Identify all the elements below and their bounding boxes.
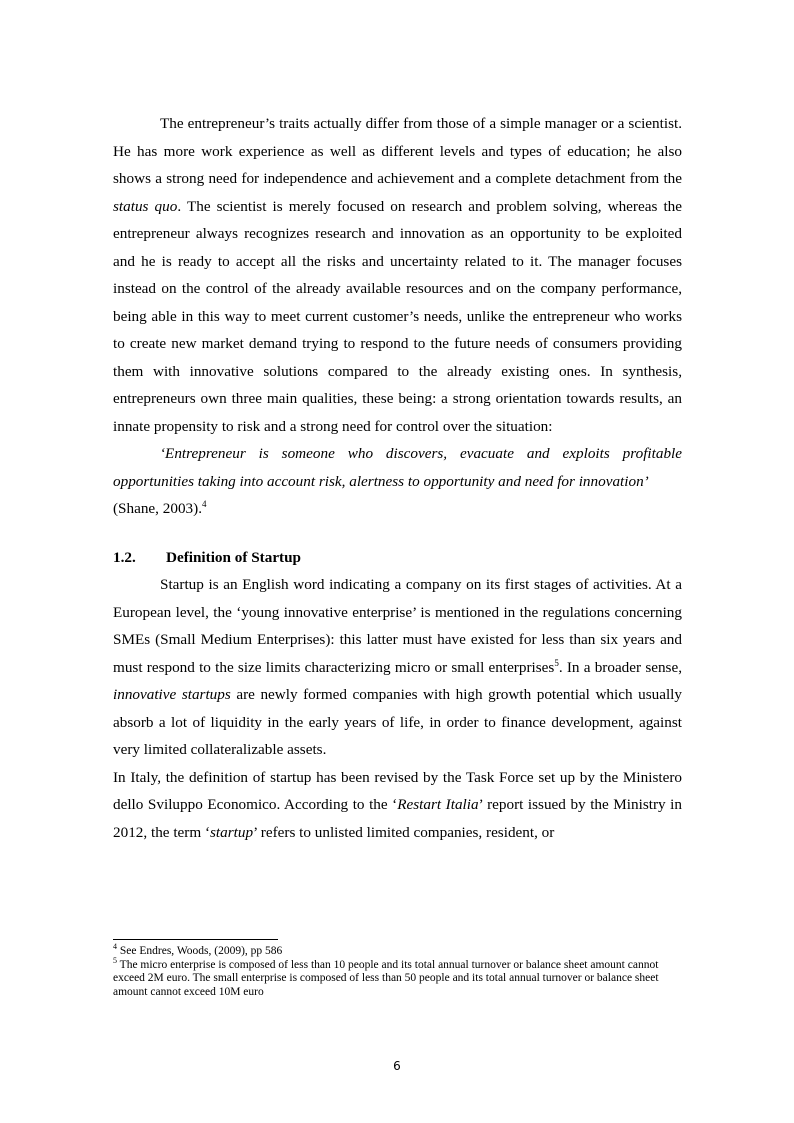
paragraph-startup-definition: Startup is an English word indicating a company on its first stages of activities. At a European level, the ‘young innovative enterprise’ is mentioned in the regulations concerning SMEs (Small Medium Enterprises): this latter must have existed for less than six years and must respond to the size limits characterizing micro or small enterprises$^5$. In a broader sense, innovative startups are newly formed companies with high growth potential which usually absorb a lot of liquidity in the early years of life, in order to finance development, against very limited collateralizable assets. [113, 576, 683, 758]
section-title: Definition of Startup [166, 548, 302, 566]
footnotes [113, 939, 682, 999]
paragraph-entrepreneur-traits: The entrepreneur’s traits actually differ from those of a simple manager or a scientist. He has more work experience as well as different levels and types of education; he also shows a strong need for independence and achievement and a complete detachment from the status quo. The scientist is merely focused on research and problem solving, whereas the entrepreneur always recognizes research and innovation as an opportunity to be exploited and he is ready to accept all the risks and uncertainty related to it. The manager focuses instead on the control of the already available resources and on the company performance, being able in this way to meet current customer’s needs, unlike the entrepreneur who works to create new market demand trying to respond to the future needs of consumers providing them with innovative solutions compared to the already existing ones. In synthesis, entrepreneurs own three main qualities, these being: a strong orientation towards results, an innate propensity to risk and a strong need for control over the situation: [113, 115, 682, 435]
entrepreneur-quote: ‘Entrepreneur is someone who discovers, evacuate and exploits profitable opportunities taking into account risk, alertness to opportunity and need for innovation’ [113, 445, 682, 490]
quote-citation: (Shane, 2003).$^4$ [113, 498, 207, 517]
footnote-5: $^5$ The micro enterprise is composed of less than 10 people and its total annual turnover or balance sheet amount cannot exceed 2M euro. The small enterprise is composed of less than 50 people and its total annual turnover or balance sheet amount cannot exceed 10M euro [113, 955, 659, 998]
paragraph-italy-definition: In Italy, the definition of startup has been revised by the Task Force set up by the Ministero dello Sviluppo Economico. According to the ‘Restart Italia’ report issued by the Ministry in 2012, the term ‘startup’ refers to unlisted limited companies, resident, or [113, 768, 682, 841]
section-number: 1.2. [113, 548, 136, 566]
startup-italic: startup [210, 823, 254, 841]
section-heading [113, 544, 682, 572]
footnote-ref-4[interactable]: 4 [202, 498, 207, 509]
footnote-ref-5[interactable]: 5 [554, 657, 559, 668]
footnote-divider [113, 939, 278, 940]
page-number: 6 [393, 1059, 401, 1073]
restart-italia-italic: Restart Italia [397, 796, 479, 813]
innovative-startups-italic: innovative startups [113, 686, 231, 703]
footnote-4: $^4$ See Endres, Woods, (2009), pp 586 [113, 942, 283, 957]
page-body [113, 110, 682, 846]
status-quo-italic: status quo [113, 197, 178, 215]
